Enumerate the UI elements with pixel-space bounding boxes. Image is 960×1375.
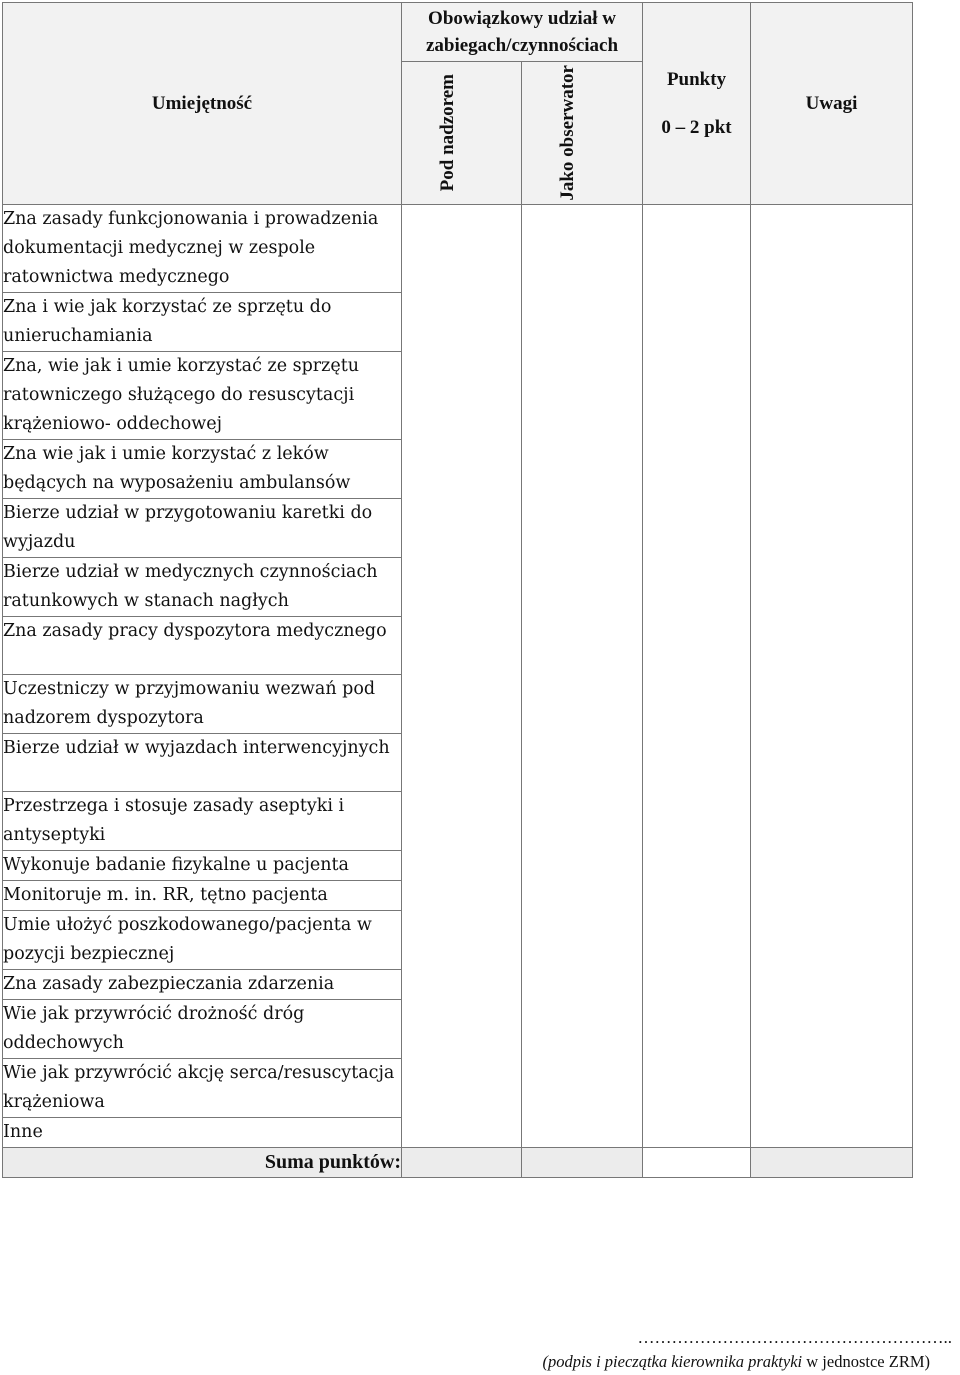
signature-caption <box>500 1352 930 1372</box>
skill-cell: Przestrzega i stosuje zasady aseptyki i antyseptyki <box>3 792 402 851</box>
header-notes: Uwagi <box>751 3 913 205</box>
header-participation <box>402 3 643 62</box>
points-cell[interactable] <box>643 205 751 1148</box>
skill-cell: Zna wie jak i umie korzystać z leków będących na wyposażeniu ambulansów <box>3 440 402 499</box>
notes-cell[interactable] <box>751 205 913 1148</box>
skill-cell: Uczestniczy w przyjmowaniu wezwań pod nadzorem dyspozytora <box>3 675 402 734</box>
sum-label: Suma punktów: <box>3 1148 402 1178</box>
skill-cell: Wie jak przywrócić drożność dróg oddechowych <box>3 1000 402 1059</box>
skill-cell: Monitoruje m. in. RR, tętno pacjenta <box>3 881 402 911</box>
skill-cell: Bierze udział w przygotowaniu karetki do wyjazdu <box>3 499 402 558</box>
under-supervision-cell[interactable] <box>402 205 522 1148</box>
table-row <box>3 205 913 293</box>
skill-cell: Umie ułożyć poszkodowanego/pacjenta w pozycji bezpiecznej <box>3 911 402 970</box>
header-points-range: 0 – 2 pkt <box>661 116 732 138</box>
header-participation-text: Obowiązkowy udział w zabiegach/czynnościach <box>425 8 619 56</box>
sum-row <box>3 1148 913 1178</box>
header-points <box>643 3 751 205</box>
header-skill: Umiejętność <box>3 3 402 205</box>
skill-cell: Zna zasady pracy dyspozytora medycznego <box>3 617 402 675</box>
skill-cell: Zna i wie jak korzystać ze sprzętu do unieruchamiania <box>3 293 402 352</box>
skill-cell: Zna zasady funkcjonowania i prowadzenia dokumentacji medycznej w zespole ratownictwa medycznego <box>3 205 402 293</box>
sum-as-observer-cell <box>522 1148 643 1178</box>
signature-caption-rest: w jednostce ZRM) <box>802 1352 930 1371</box>
sum-points-cell[interactable] <box>643 1148 751 1178</box>
header-under-supervision-text: Pod nadzorem <box>436 74 458 192</box>
skill-cell: Wie jak przywrócić akcję serca/resuscytacja krążeniowa <box>3 1059 402 1118</box>
header-under-supervision <box>402 62 522 205</box>
header-as-observer-text: Jako obserwator <box>557 65 578 201</box>
skill-cell: Zna, wie jak i umie korzystać ze sprzętu ratowniczego służącego do resuscytacji krążeniowo- oddechowej <box>3 352 402 440</box>
skill-cell: Wykonuje badanie fizykalne u pacjenta <box>3 851 402 881</box>
signature-line: ……………………………………………….. <box>637 1328 952 1347</box>
skill-cell: Bierze udział w wyjazdach interwencyjnych <box>3 734 402 792</box>
skills-body <box>3 205 913 1178</box>
sum-under-supervision-cell <box>402 1148 522 1178</box>
assessment-table <box>2 2 913 1178</box>
sum-notes-cell <box>751 1148 913 1178</box>
as-observer-cell[interactable] <box>522 205 643 1148</box>
header-points-title: Punkty <box>666 68 727 90</box>
header-as-observer <box>522 62 643 205</box>
signature-caption-italic: (podpis i pieczątka kierownika praktyki <box>542 1352 803 1371</box>
skill-cell: Inne <box>3 1118 402 1148</box>
skill-cell: Zna zasady zabezpieczania zdarzenia <box>3 970 402 1000</box>
skill-cell: Bierze udział w medycznych czynnościach ratunkowych w stanach nagłych <box>3 558 402 617</box>
